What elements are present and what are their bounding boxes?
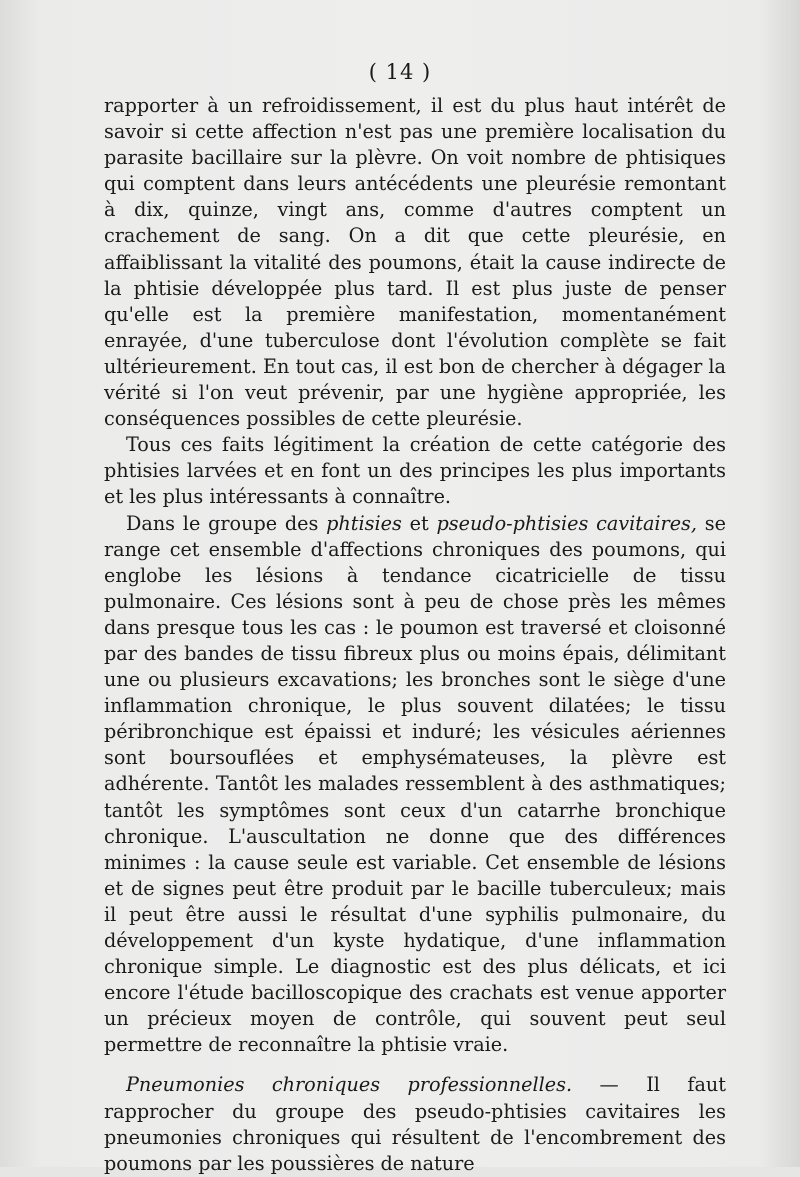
body-text [104,93,726,1177]
italic-term: pseudo-phtisies cavitaires, [436,511,698,535]
paragraph-text: et [401,511,437,535]
page-number: ( 14 ) [368,60,432,84]
paragraph-continuation: rapporter à un refroidissement, il est du plus haut intérêt de savoir si cette affection n'est pas une première localisation du parasite bacillaire sur la plèvre. On voit nombre de phtisiques qui comptent dans leurs antécédents une pleurésie remontant à dix, quinze, vingt ans, comme d'autres comptent un crachement de sang. On a dit que cette pleurésie, en affaiblissant la vitalité des poumons, était la cause indirecte de la phtisie développée plus tard. Il est plus juste de penser qu'elle est la première manifestation, momentanément enrayée, d'une tuberculose dont l'évolution complète se fait ultérieurement. En tout cas, il est bon de chercher à dégager la vérité si l'on veut prévenir, par une hygiène appropriée, les conséquences possibles de cette pleurésie. [104,94,726,431]
italic-term: phtisies [326,511,402,535]
section-heading: Pneumonies chroniques professionnelles. [126,1073,573,1097]
paragraph-phtisies-larvees: Tous ces faits légitiment la création de cette catégorie des phtisies larvées et en font un des principes les plus importants et les plus intéressants à connaître. [104,433,726,509]
paragraph-pneumonies [104,1072,726,1176]
paragraph-text: se range cet ensemble d'affections chroniques des poumons, qui englobe les lésions à tendance cicatricielle de tissu pulmonaire. Ces lésions sont à peu de chose près les mêmes dans presque tous les cas : le poumon est traversé et cloisonné par des bandes de tissu fibreux plus ou moins épais, délimitant une ou plusieurs excavations; les bronches sont le siège d'une inflammation chronique, le plus souvent dilatées; le tissu péribronchique est épaissi et induré; les vésicules aériennes sont boursouflées et emphysémateuses, la plèvre est adhérente. Tantôt les malades ressemblent à des asthmatiques; tantôt les symptômes sont ceux d'un catarrhe bronchique chronique. L'auscultation ne donne que des différences minimes : la cause seule est variable. Cet ensemble de lésions et de signes peut être produit par le bacille tuberculeux; mais il peut être aussi le résultat d'une syphilis pulmonaire, du développement d'un kyste hydatique, d'une inflammation chronique simple. Le diagnostic est des plus délicats, et ici encore l'étude bacilloscopique des crachats est venue apporter un précieux moyen de contrôle, qui souvent peut seul permettre de reconnaître la phtisie vraie. [104,511,727,1057]
paragraph-text: — Il faut rapprocher du groupe des pseudo-phtisies cavitaires les pneumonies chroniques qui résultent de l'encombrement des poumons par les poussières de nature [104,1073,727,1175]
paragraph-phtisies-cavitaires [104,511,726,1059]
paragraph-text: Dans le groupe des [126,511,327,535]
